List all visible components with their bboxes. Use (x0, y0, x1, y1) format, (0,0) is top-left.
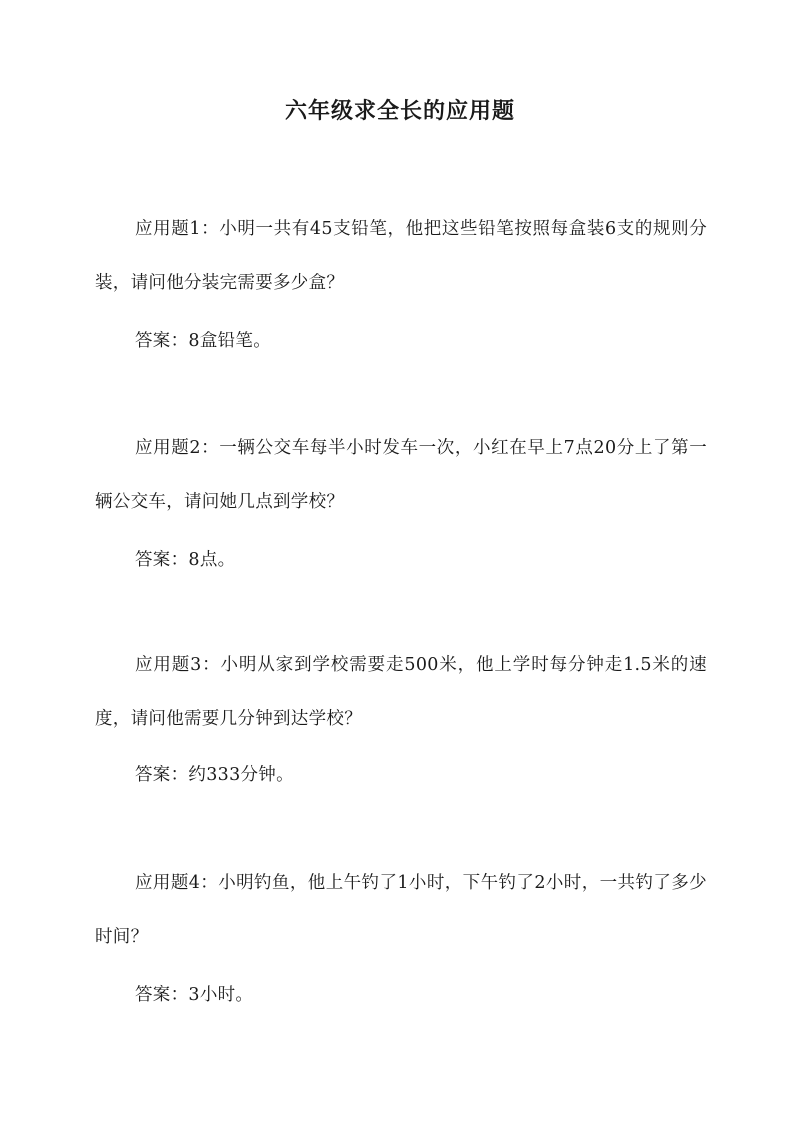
page-title: 六年级求全长的应用题 (284, 98, 515, 124)
problem-1-question: 应用题1：小明一共有45支铅笔，他把这些铅笔按照每盒装6支的规则分装，请问他分装完需要多少盒？ (95, 219, 707, 293)
problem-1-answer: 答案：8盒铅笔。 (135, 331, 272, 351)
problem-4-answer: 答案：3小时。 (135, 985, 254, 1005)
problem-3-question: 应用题3：小明从家到学校需要走500米，他上学时每分钟走1.5米的速度，请问他需要几分钟到达学校？ (95, 655, 707, 729)
problem-3-answer: 答案：约333分钟。 (135, 765, 294, 785)
problem-2-question: 应用题2：一辆公交车每半小时发车一次，小红在早上7点20分上了第一辆公交车，请问她几点到学校？ (95, 438, 707, 512)
problem-2-answer: 答案：8点。 (135, 550, 236, 570)
problem-4-question: 应用题4：小明钓鱼，他上午钓了1小时，下午钓了2小时，一共钓了多少时间？ (95, 873, 707, 947)
